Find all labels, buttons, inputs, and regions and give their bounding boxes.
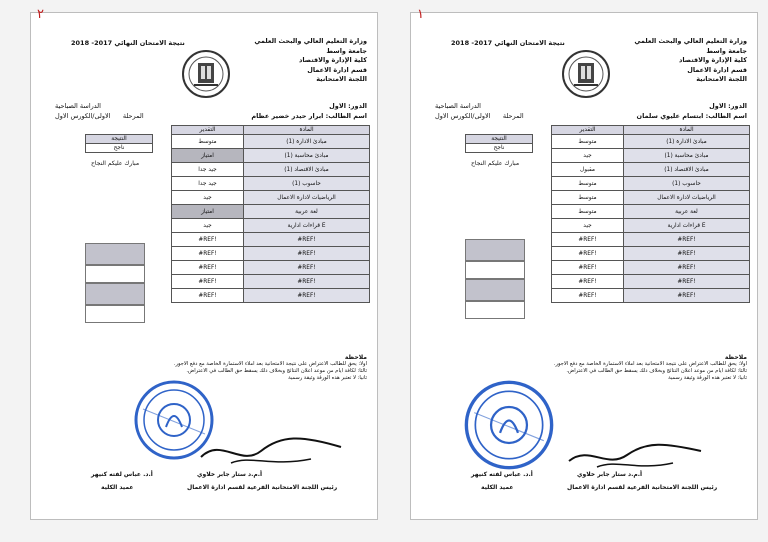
stage-row	[55, 112, 144, 120]
student-name-label: اسم الطالب:	[325, 112, 367, 120]
grade-column-header: التقدير	[172, 126, 244, 135]
stage-label: المرحلة	[502, 112, 524, 120]
grade-row	[172, 177, 370, 191]
grade-row	[552, 177, 750, 191]
grade-cell: #REF!	[552, 289, 624, 303]
college-line: كلية الإدارة والاقتصاد	[679, 56, 747, 64]
subject-cell: #REF!	[624, 289, 750, 303]
note-line: ثانيا: لا تعتبر هذه الورقة وثيقة رسمية	[288, 375, 367, 381]
dean-name: أ.د. عباس لفته كنيهر	[91, 471, 153, 478]
note-line: اولا: يحق للطالب الاعتراض على نتيجة الامتحانية بعد املاء الاستمارة الخاصة مع دفع الاجور.	[553, 361, 747, 367]
subject-cell: قراءات ادارية E	[624, 219, 750, 233]
grade-row	[552, 275, 750, 289]
congratulations-text: مبارك عليكم النجاح	[91, 160, 140, 167]
subject-cell: قراءات ادارية E	[244, 219, 370, 233]
subject-cell: حاسوب (1)	[624, 177, 750, 191]
grade-cell: #REF!	[172, 261, 244, 275]
committee-head-title: رئيس اللجنة الامتحانية الفرعية لقسم ادارة الاعمال	[187, 484, 338, 491]
result-header: النتيجة	[86, 135, 153, 144]
notes-title: ملاحظة	[344, 354, 367, 361]
page-number: ١	[417, 7, 424, 22]
subject-cell: #REF!	[244, 247, 370, 261]
stage-value: الاولى/الكورس الاول	[435, 112, 491, 120]
stage-row	[435, 112, 524, 120]
signature	[191, 427, 351, 469]
student-name-row	[251, 112, 367, 120]
dean-title: عميد الكلية	[101, 484, 134, 491]
ministry-line: وزارة التعليم العالي والبحث العلمي	[254, 37, 367, 45]
congratulations-text: مبارك عليكم النجاح	[471, 160, 520, 167]
ministry-header	[625, 37, 747, 85]
side-box-filled	[465, 279, 525, 301]
grade-row	[172, 275, 370, 289]
subject-cell: الرياضيات لادارة الاعمال	[244, 191, 370, 205]
grade-row	[172, 163, 370, 177]
subject-cell: مبادئ الاقتصاد (1)	[624, 163, 750, 177]
note-line: ثانيا: لا تعتبر هذه الورقة وثيقة رسمية	[668, 375, 747, 381]
subject-cell: #REF!	[624, 247, 750, 261]
subject-cell: لغة عربية	[624, 205, 750, 219]
student-name: ابرار حيدر خضير عظام	[251, 112, 324, 120]
student-name-row	[637, 112, 747, 120]
dean-name: أ.د. عباس لفته كنيهر	[471, 471, 533, 478]
grade-cell: #REF!	[552, 233, 624, 247]
grades-header-row	[552, 126, 750, 135]
subject-cell: الرياضيات لادارة الاعمال	[624, 191, 750, 205]
round-label: الدور: الاول	[709, 102, 747, 110]
result-sheet-1	[30, 7, 378, 520]
side-box	[85, 265, 145, 283]
grade-cell: جيد جدا	[172, 177, 244, 191]
grade-cell: متوسط	[172, 135, 244, 149]
grade-cell: جيد	[552, 219, 624, 233]
subject-cell: #REF!	[624, 233, 750, 247]
grade-cell: #REF!	[552, 261, 624, 275]
grade-row	[552, 289, 750, 303]
grade-cell: امتياز	[172, 149, 244, 163]
ministry-header	[245, 37, 367, 85]
note-line: ثالثا: لكافة ايام من موعد اعلان النتائج وبخلاف ذلك يسقط حق الطالب في الاعتراض.	[566, 368, 747, 374]
grade-row	[172, 205, 370, 219]
subject-cell: #REF!	[624, 275, 750, 289]
grade-cell: متوسط	[552, 191, 624, 205]
side-box-filled	[85, 283, 145, 305]
note-line: اولا: يحق للطالب الاعتراض على نتيجة الامتحانية بعد املاء الاستمارة الخاصة مع دفع الاجور.	[173, 361, 367, 367]
committee-head-name: أ.م.د ستار جابر خلاوي	[197, 471, 263, 478]
side-box	[85, 305, 145, 323]
subject-cell: مبادئ الاقتصاد (1)	[244, 163, 370, 177]
grade-cell: مقبول	[552, 163, 624, 177]
subject-column-header: المادة	[624, 126, 750, 135]
result-header: النتيجة	[466, 135, 533, 144]
grade-cell: متوسط	[552, 177, 624, 191]
grades-body	[552, 135, 750, 303]
grade-cell: جيد	[172, 219, 244, 233]
grade-cell: #REF!	[172, 233, 244, 247]
committee-head-name: أ.م.د ستار جابر خلاوي	[577, 471, 643, 478]
grade-cell: #REF!	[552, 275, 624, 289]
subject-cell: #REF!	[244, 275, 370, 289]
subject-cell: #REF!	[244, 261, 370, 275]
grade-row	[552, 149, 750, 163]
grade-row	[172, 247, 370, 261]
grade-row	[172, 149, 370, 163]
notes-section	[447, 354, 747, 382]
result-box	[465, 134, 533, 153]
grade-row	[172, 219, 370, 233]
grade-row	[172, 233, 370, 247]
subject-column-header: المادة	[244, 126, 370, 135]
grades-body	[172, 135, 370, 303]
study-type: الدراسة الصباحية	[55, 102, 101, 110]
notes-section	[67, 354, 367, 382]
grade-cell: #REF!	[172, 289, 244, 303]
side-box-filled	[465, 239, 525, 261]
committee-head-title: رئيس اللجنة الامتحانية الفرعية لقسم ادارة الاعمال	[567, 484, 718, 491]
study-type: الدراسة الصباحية	[435, 102, 481, 110]
subject-cell: #REF!	[624, 261, 750, 275]
university-logo	[561, 49, 611, 99]
subject-cell: مبادئ محاسبة (1)	[624, 149, 750, 163]
student-name: ابتسام عليوي سلمان	[636, 112, 704, 120]
college-line: كلية الإدارة والاقتصاد	[299, 56, 367, 64]
department-line: قسم ادارة الاعمال	[307, 65, 367, 74]
grades-table	[551, 125, 750, 303]
grade-row	[172, 135, 370, 149]
committee-line: اللجنة الامتحانية	[316, 75, 367, 83]
exam-title: نتيجة الامتحان النهائي 2017- 2018	[71, 39, 185, 47]
dean-title: عميد الكلية	[481, 484, 514, 491]
side-box	[465, 261, 525, 279]
subject-cell: #REF!	[244, 233, 370, 247]
subject-cell: مبادئ الادارة (1)	[244, 135, 370, 149]
grade-row	[552, 135, 750, 149]
stage-value: الاولى/الكورس الاول	[55, 112, 111, 120]
grade-cell: متوسط	[552, 205, 624, 219]
grade-row	[172, 191, 370, 205]
subject-cell: مبادئ الادارة (1)	[624, 135, 750, 149]
ministry-line: وزارة التعليم العالي والبحث العلمي	[634, 37, 747, 45]
result-value: ناجح	[86, 144, 153, 153]
grade-cell: جيد	[172, 191, 244, 205]
grade-row	[552, 261, 750, 275]
grade-cell: #REF!	[552, 247, 624, 261]
grade-cell: #REF!	[172, 275, 244, 289]
department-line: قسم ادارة الاعمال	[687, 65, 747, 74]
subject-cell: لغة عربية	[244, 205, 370, 219]
grade-row	[552, 205, 750, 219]
result-sheet-2	[410, 7, 758, 520]
grade-row	[172, 289, 370, 303]
university-line: جامعة واسط	[326, 46, 367, 55]
page-number: ٢	[37, 7, 44, 22]
note-line: ثالثا: لكافة ايام من موعد اعلان النتائج وبخلاف ذلك يسقط حق الطالب في الاعتراض.	[186, 368, 367, 374]
grade-row	[172, 261, 370, 275]
official-stamp	[463, 379, 555, 471]
exam-title: نتيجة الامتحان النهائي 2017- 2018	[451, 39, 565, 47]
subject-cell: #REF!	[244, 289, 370, 303]
grade-row	[552, 247, 750, 261]
side-box-filled	[85, 243, 145, 265]
grade-column-header: التقدير	[552, 126, 624, 135]
grade-cell: جيد جدا	[172, 163, 244, 177]
grade-row	[552, 163, 750, 177]
grade-cell: #REF!	[172, 247, 244, 261]
subject-cell: حاسوب (1)	[244, 177, 370, 191]
signature	[561, 433, 711, 473]
notes-title: ملاحظة	[724, 354, 747, 361]
subject-cell: مبادئ محاسبة (1)	[244, 149, 370, 163]
round-label: الدور: الاول	[329, 102, 367, 110]
grade-cell: امتياز	[172, 205, 244, 219]
committee-line: اللجنة الامتحانية	[696, 75, 747, 83]
grade-row	[552, 219, 750, 233]
university-logo	[181, 49, 231, 99]
grade-cell: جيد	[552, 149, 624, 163]
stage-label: المرحلة	[122, 112, 144, 120]
grade-row	[552, 191, 750, 205]
grades-table	[171, 125, 370, 303]
side-box	[465, 301, 525, 319]
university-line: جامعة واسط	[706, 46, 747, 55]
grade-cell: متوسط	[552, 135, 624, 149]
grades-header-row	[172, 126, 370, 135]
result-box	[85, 134, 153, 153]
grade-row	[552, 233, 750, 247]
student-name-label: اسم الطالب:	[705, 112, 747, 120]
result-value: ناجح	[466, 144, 533, 153]
